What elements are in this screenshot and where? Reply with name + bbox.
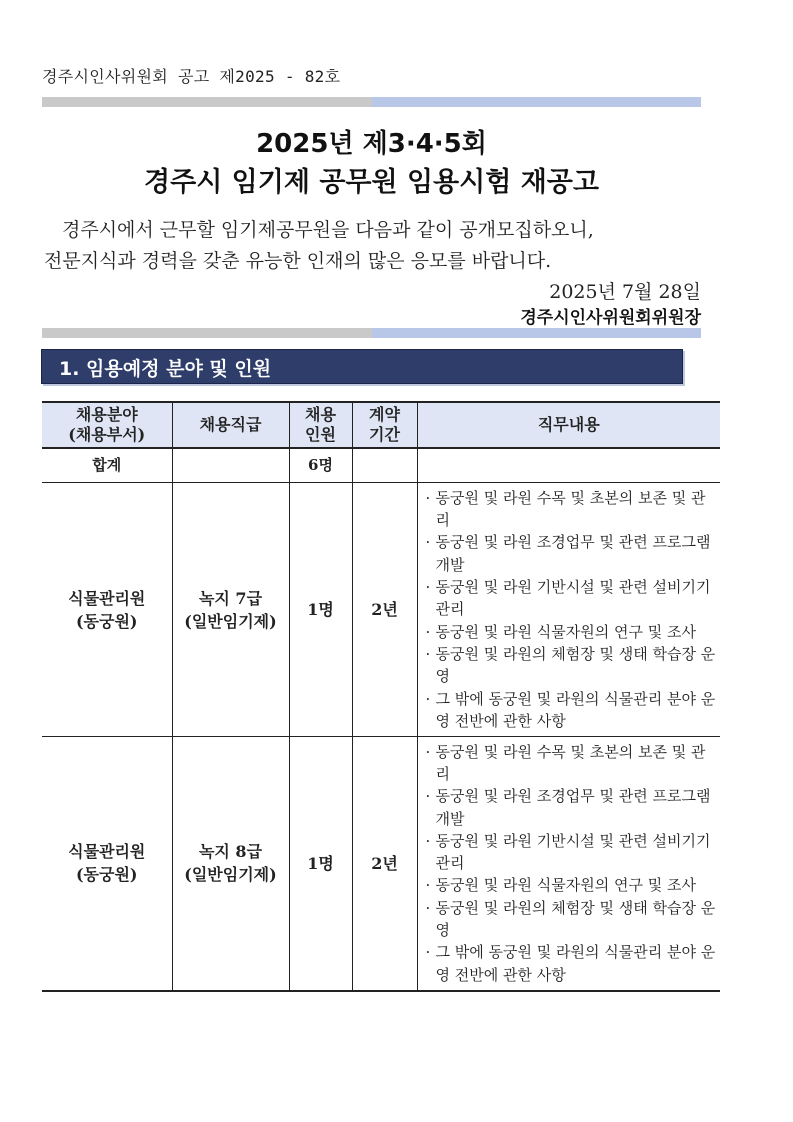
notice-number: 경주시인사위원회 공고 제2025 - 82호 xyxy=(42,67,341,86)
header-term xyxy=(352,402,417,448)
intro-text-line1: 경주시에서 근무할 임기제공무원을 다음과 같이 공개모집하오니, xyxy=(62,219,594,241)
bullet-dot: · xyxy=(425,533,431,552)
count-cell: 1명 xyxy=(289,483,352,737)
header-field-line1: 채용분야 xyxy=(75,405,138,424)
page-title-line2: 경주시 임기제 공무원 임용시험 재공고 xyxy=(144,167,599,198)
count-cell: 1명 xyxy=(289,737,352,991)
notice-date: 2025년 7월 28일 xyxy=(549,281,701,303)
header-count xyxy=(289,402,352,448)
table-row-total xyxy=(42,448,720,483)
bullet-dot: · xyxy=(425,831,431,850)
duty-item xyxy=(426,576,717,621)
rank-type: (일반임기제) xyxy=(184,865,277,885)
header-field xyxy=(42,402,172,448)
bullet-dot: · xyxy=(425,742,431,761)
field-cell xyxy=(42,737,172,991)
duty-item xyxy=(426,531,717,576)
bullet-dot: · xyxy=(425,943,431,962)
duties-list xyxy=(418,485,721,734)
duty-text: 동궁원 및 라원의 체험장 및 생태 학습장 운영 xyxy=(435,898,716,939)
duty-item xyxy=(426,643,717,688)
duty-item xyxy=(426,487,717,532)
page-title-line1: 2025년 제3·4·5회 xyxy=(256,129,487,159)
duty-item xyxy=(426,874,717,896)
header-field-line2: (채용부서) xyxy=(68,425,146,444)
duty-text: 동궁원 및 라원의 체험장 및 생태 학습장 운영 xyxy=(435,644,716,686)
duties-cell xyxy=(417,737,720,991)
recruitment-table xyxy=(42,401,720,992)
header-duties: 직무내용 xyxy=(417,402,720,448)
field-cell xyxy=(42,483,172,737)
bullet-dot: · xyxy=(425,488,431,507)
bullet-dot: · xyxy=(425,689,431,708)
duty-item xyxy=(426,785,717,830)
header-term-line2: 기간 xyxy=(369,425,400,444)
header-count-line2: 인원 xyxy=(305,425,336,444)
rank-type: (일반임기제) xyxy=(184,611,277,631)
term-cell: 2년 xyxy=(352,483,417,737)
rank-cell xyxy=(172,483,289,737)
duty-item xyxy=(426,830,717,875)
total-empty-cell xyxy=(352,448,417,483)
table-row xyxy=(42,483,720,737)
duty-text: 그 밖에 동궁원 및 라원의 식물관리 분야 운영 전반에 관한 사항 xyxy=(435,689,716,730)
duties-cell xyxy=(417,483,720,737)
rank-name: 녹지 7급 xyxy=(198,588,263,608)
header-count-line1: 채용 xyxy=(305,405,336,424)
bullet-dot: · xyxy=(425,644,431,663)
bullet-dot: · xyxy=(425,578,431,597)
duty-item xyxy=(426,941,717,986)
total-empty-cell xyxy=(172,448,289,483)
bullet-dot: · xyxy=(425,876,431,895)
header-divider xyxy=(42,97,701,107)
duty-text: 동궁원 및 라원 식물자원의 연구 및 조사 xyxy=(435,622,696,641)
rank-name: 녹지 8급 xyxy=(198,842,263,862)
duty-text: 동궁원 및 라원 기반시설 및 관련 설비기기 관리 xyxy=(435,831,711,873)
duty-text: 동궁원 및 라원 수목 및 초본의 보존 및 관리 xyxy=(435,488,706,530)
header-rank: 채용직급 xyxy=(172,402,289,448)
duty-text: 동궁원 및 라원 식물자원의 연구 및 조사 xyxy=(435,876,696,895)
duty-text: 동궁원 및 라원 수목 및 초본의 보존 및 관리 xyxy=(435,742,706,783)
duty-item xyxy=(426,897,717,942)
intro-divider xyxy=(42,328,701,338)
field-name: 식물관리원 xyxy=(68,842,146,862)
bullet-dot: · xyxy=(425,787,431,806)
duty-text: 동궁원 및 라원 기반시설 및 관련 설비기기 관리 xyxy=(435,578,711,619)
term-cell: 2년 xyxy=(352,737,417,991)
field-dept: (동궁원) xyxy=(75,865,138,885)
table-header-row xyxy=(42,402,720,448)
bullet-dot: · xyxy=(425,622,431,641)
issuer-name: 경주시인사위원회위원장 xyxy=(520,308,701,328)
total-count: 6명 xyxy=(289,448,352,483)
duty-text: 그 밖에 동궁원 및 라원의 식물관리 분야 운영 전반에 관한 사항 xyxy=(435,943,716,984)
table-row xyxy=(42,737,720,991)
intro-text-line2: 전문지식과 경력을 갖춘 유능한 인재의 많은 응모를 바랍니다. xyxy=(44,250,552,272)
duty-item xyxy=(426,741,717,786)
rank-cell xyxy=(172,737,289,991)
bullet-dot: · xyxy=(425,898,431,917)
field-name: 식물관리원 xyxy=(68,588,146,608)
total-empty-cell xyxy=(417,448,720,483)
duties-list xyxy=(418,739,721,988)
total-label: 합계 xyxy=(42,448,172,483)
header-term-line1: 계약 xyxy=(369,405,400,424)
section-heading-label: 1. 임용예정 분야 및 인원 xyxy=(59,358,272,380)
duty-text: 동궁원 및 라원 조경업무 및 관련 프로그램 개발 xyxy=(435,533,711,574)
duty-item xyxy=(426,688,717,733)
duty-item xyxy=(426,621,717,643)
field-dept: (동궁원) xyxy=(75,611,138,631)
duty-text: 동궁원 및 라원 조경업무 및 관련 프로그램 개발 xyxy=(435,787,711,828)
section-heading xyxy=(41,349,683,384)
